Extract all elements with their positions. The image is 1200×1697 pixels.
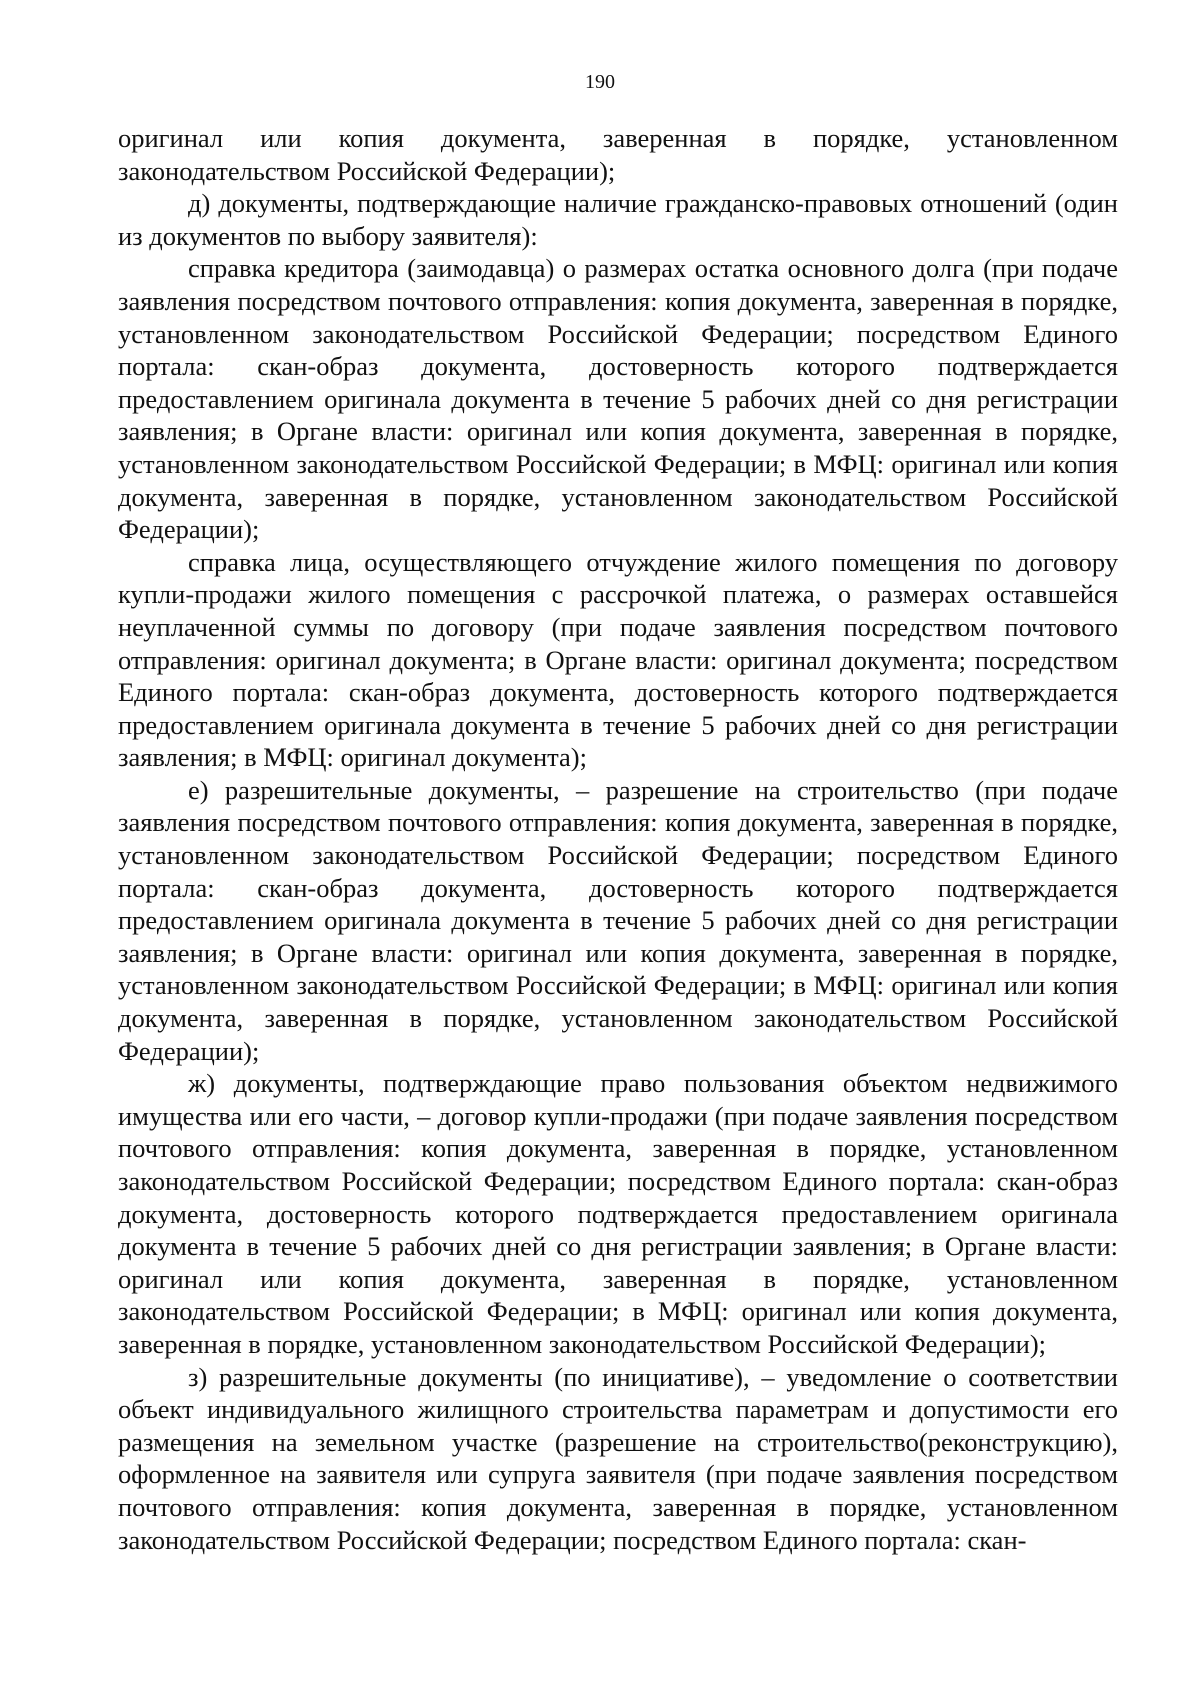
document-body — [118, 122, 1118, 1556]
paragraph-item-z: з) разрешительные документы (по инициативе), – уведомление о соответствии объект индивидуального жилищного строительства параметрам и допустимости его размещения на земельном участке (разрешение на строительство(реконструкцию), оформленное на заявителя или супруга заявителя (при подаче заявления посредством почтового отправления: копия документа, заверенная в порядке, установленном законодательством Российской Федерации; посредством Единого портала: скан- — [118, 1361, 1118, 1555]
paragraph-item-e: е) разрешительные документы, – разрешение на строительство (при подаче заявления посредством почтового отправления: копия документа, заверенная в порядке, установленном законодательством Российской Федерации; посредством Единого портала: скан-образ документа, достоверность которого подтверждается предоставлением оригинала документа в течение 5 рабочих дней со дня регистрации заявления; в Органе власти: оригинал или копия документа, заверенная в порядке, установленном законодательством Российской Федерации; в МФЦ: оригинал или копия документа, заверенная в порядке, установленном законодательством Российской Федерации); — [118, 774, 1118, 1066]
paragraph-item-d: д) документы, подтверждающие наличие гражданско-правовых отношений (один из документов по выбору заявителя): — [118, 188, 1118, 251]
paragraph-seller-certificate: справка лица, осуществляющего отчуждение жилого помещения по договору купли-продажи жилого помещения с рассрочкой платежа, о размерах оставшейся неуплаченной суммы по договору (при подаче заявления посредством почтового отправления: оригинал документа; в Органе власти: оригинал документа; посредством Единого портала: скан-образ документа, достоверность которого подтверждается предоставлением оригинала документа в течение 5 рабочих дней со дня регистрации заявления; в МФЦ: оригинал документа); — [118, 546, 1118, 773]
paragraph-continuation: оригинал или копия документа, заверенная в порядке, установленном законодательством Российской Федерации); — [118, 123, 1118, 186]
paragraph-item-zh: ж) документы, подтверждающие право пользования объектом недвижимого имущества или его части, – договор купли-продажи (при подаче заявления посредством почтового отправления: копия документа, заверенная в порядке, установленном законодательством Российской Федерации; посредством Единого портала: скан-образ документа, достоверность которого подтверждается предоставлением оригинала документа в течение 5 рабочих дней со дня регистрации заявления; в Органе власти: оригинал или копия документа, заверенная в порядке, установленном законодательством Российской Федерации; в МФЦ: оригинал или копия документа, заверенная в порядке, установленном законодательством Российской Федерации); — [118, 1068, 1118, 1359]
page-number: 190 — [585, 71, 615, 93]
paragraph-creditor-certificate: справка кредитора (заимодавца) о размерах остатка основного долга (при подаче заявления посредством почтового отправления: копия документа, заверенная в порядке, установленном законодательством Российской Федерации; посредством Единого портала: скан-образ документа, достоверность которого подтверждается предоставлением оригинала документа в течение 5 рабочих дней со дня регистрации заявления; в Органе власти: оригинал или копия документа, заверенная в порядке, установленном законодательством Российской Федерации; в МФЦ: оригинал или копия документа, заверенная в порядке, установленном законодательством Российской Федерации); — [118, 253, 1118, 545]
